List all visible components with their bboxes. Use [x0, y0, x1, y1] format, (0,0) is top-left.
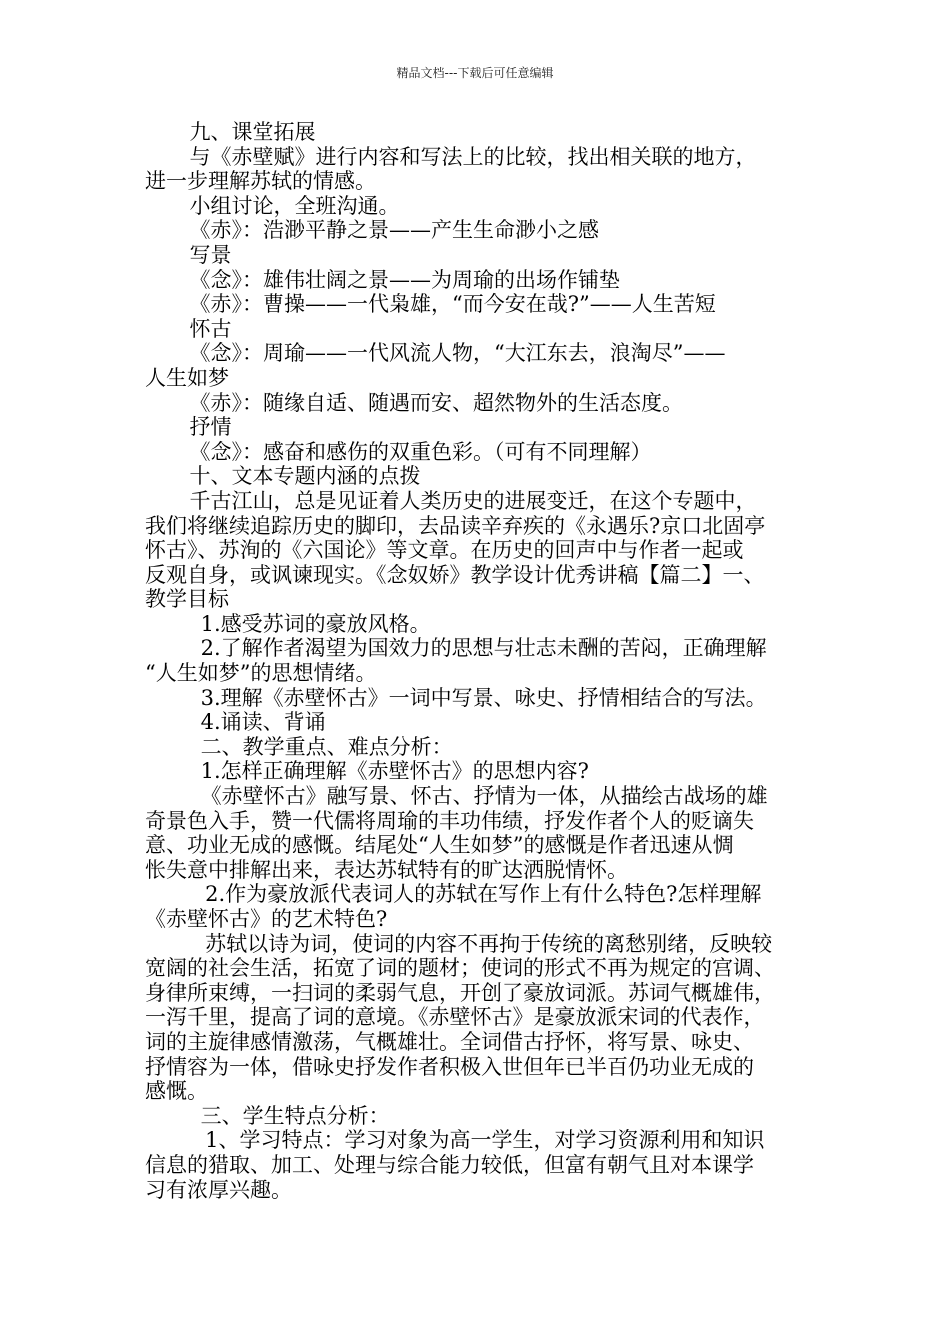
text-line: 抒情容为一体，借咏史抒发作者积极入世但年已半百仍功业无成的 — [145, 1054, 754, 1079]
text-line: 三、学生特点分析： — [200, 1103, 390, 1128]
text-line: 写景 — [189, 242, 232, 267]
text-line: 十、文本专题内涵的点拨 — [189, 464, 421, 489]
text-line: 习有浓厚兴趣。 — [145, 1177, 292, 1202]
text-line: 教学目标 — [145, 587, 229, 612]
text-line: 《赤》：浩渺平静之景——产生生命渺小之感 — [189, 218, 600, 243]
text-line: 词的主旋律感情激荡，气概雄壮。全词借古抒怀，将写景、咏史、 — [145, 1029, 754, 1054]
text-line: 小组讨论，全班沟通。 — [189, 193, 400, 218]
text-line: 反观自身，或讽谏现实。《念奴娇》教学设计优秀讲稿【篇二】一、 — [145, 562, 765, 587]
text-line: 《念》：感奋和感伤的双重色彩。（可有不同理解） — [189, 439, 652, 464]
text-line: 人生如梦 — [145, 365, 229, 390]
text-line: 怀古 — [189, 316, 232, 341]
text-line: 抒情 — [189, 415, 232, 440]
text-line: 《赤》：曹操——一代枭雄，“而今安在哉?”——人生苦短 — [189, 292, 716, 317]
text-line: 千古江山，总是见证着人类历史的进展变迁，在这个专题中， — [189, 488, 757, 513]
text-line: 感慨。 — [145, 1079, 208, 1104]
text-line: 《赤壁怀古》的艺术特色? — [145, 907, 388, 931]
text-line: 1.感受苏词的豪放风格。 — [200, 611, 431, 636]
text-line: 2.了解作者渴望为国效力的思想与壮志未酬的苦闷，正确理解 — [200, 636, 767, 661]
text-line: 《念》：周瑜——一代风流人物，“大江东去，浪淘尽”—— — [189, 341, 726, 366]
text-line: 4.诵读、背诵 — [200, 710, 326, 735]
text-line: 信息的猎取、加工、处理与综合能力较低，但富有朝气且对本课学 — [145, 1152, 754, 1177]
text-line: 苏轼以诗为词，使词的内容不再拘于传统的离愁别绪，反映较 — [205, 931, 773, 956]
text-line: 2.作为豪放派代表词人的苏轼在写作上有什么特色?怎样理解 — [205, 882, 762, 907]
text-line: 我们将继续追踪历史的脚印，去品读辛弃疾的《永遇乐?京口北固亭 — [145, 513, 766, 538]
text-line: 《念》：雄伟壮阔之景——为周瑜的出场作铺垫 — [189, 267, 621, 292]
text-line: 九、课堂拓展 — [189, 120, 316, 144]
text-line: 身律所束缚，一扫词的柔弱气息，开创了豪放词派。苏词气概雄伟， — [145, 980, 775, 1005]
text-line: 1、学习特点：学习对象为高一学生，对学习资源利用和知识 — [205, 1128, 765, 1153]
text-line: 宽阔的社会生活，拓宽了词的题材；使词的形式不再为规定的宫调、 — [145, 956, 775, 981]
text-line: 一泻千里，提高了词的意境。《赤壁怀古》是豪放派宋词的代表作， — [145, 1005, 765, 1030]
text-line: 怅失意中排解出来，表达苏轼特有的旷达洒脱情怀。 — [145, 857, 628, 882]
page-header: 精品文档---下载后可任意编辑 — [396, 66, 554, 80]
text-line: 进一步理解苏轼的情感。 — [145, 169, 376, 194]
document-body — [145, 120, 825, 1202]
text-line: 3.理解《赤壁怀古》一词中写景、咏史、抒情相结合的写法。 — [200, 685, 767, 710]
text-line: 奇景色入手，赞一代儒将周瑜的丰功伟绩，抒发作者个人的贬谪失 — [145, 808, 754, 833]
text-line: 《赤壁怀古》融写景、怀古、抒情为一体，从描绘古战场的雄 — [200, 784, 768, 809]
text-line: 与《赤壁赋》进行内容和写法上的比较，找出相关联的地方， — [189, 144, 757, 169]
text-line: 二、教学重点、难点分析： — [200, 734, 453, 759]
text-line: 怀古》、苏洵的《六国论》等文章。在历史的回声中与作者一起或 — [145, 538, 744, 563]
text-line: 《赤》：随缘自适、随遇而安、超然物外的生活态度。 — [189, 390, 684, 415]
text-line: “人生如梦”的思想情绪。 — [145, 661, 377, 686]
text-line: 意、功业无成的感慨。结尾处“人生如梦”的感慨是作者迅速从惆 — [145, 833, 734, 858]
text-line: 1.怎样正确理解《赤壁怀古》的思想内容? — [200, 759, 589, 784]
